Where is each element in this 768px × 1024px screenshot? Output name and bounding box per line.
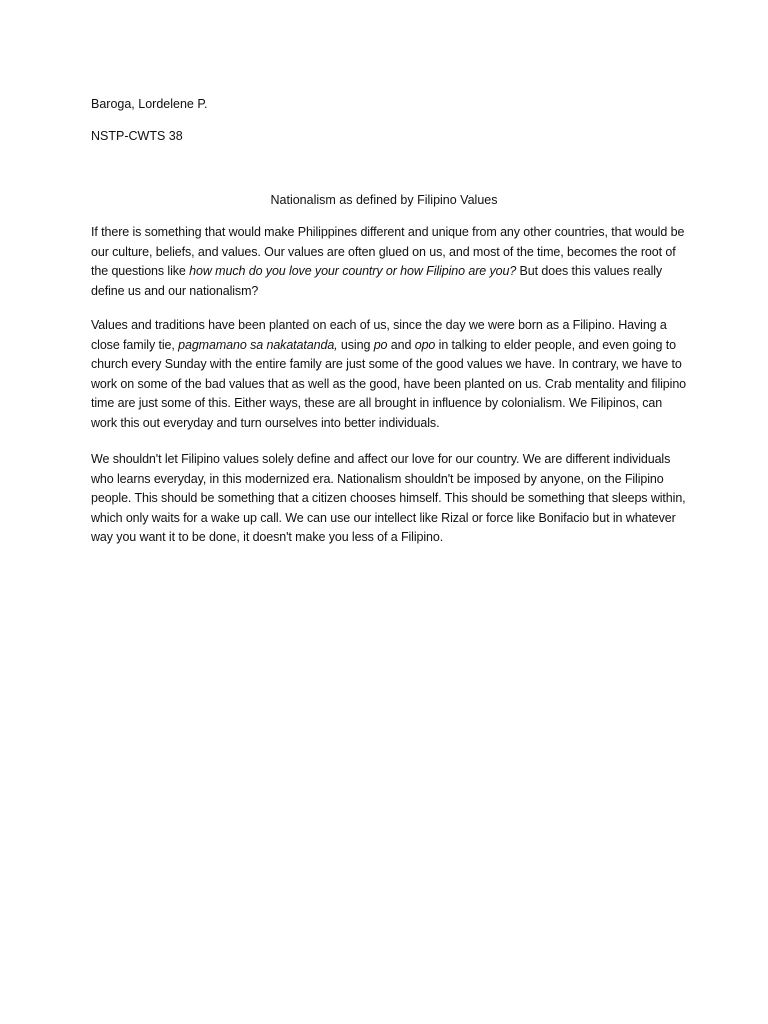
paragraph-3 <box>91 450 691 548</box>
paragraph-1-text-b: But does this values really define us and our nationalism? <box>91 264 663 298</box>
paragraph-3-text: We shouldn't let Filipino values solely define and affect our love for our country. We are different individuals who learns everyday, in this modernized era. Nationalism shouldn't be imposed by anyone, on the Filipino people. This should be something that a citizen chooses himself. This should be something that sleeps within, which only waits for a wake up call. We can use our intellect like Rizal or force like Bonifacio but in whatever way you want it to be done, it doesn't make you less of a Filipino. <box>91 452 686 545</box>
paragraph-2-italic-opo: opo <box>414 337 436 352</box>
paragraph-2-text-c: and <box>387 337 415 352</box>
paragraph-1-italic-question: how much do you love your country or how Filipino are you? <box>189 264 517 279</box>
essay-title: Nationalism as defined by Filipino Values <box>270 193 498 207</box>
author-name: Baroga, Lordelene P. <box>91 97 208 111</box>
paragraph-2-italic-pagmamano: pagmamano sa nakatatanda, <box>178 337 338 352</box>
course-code: NSTP-CWTS 38 <box>91 129 183 143</box>
paragraph-2-text-b: using <box>337 337 374 352</box>
paragraph-2-text-a: Values and traditions have been planted on each of us, since the day we were born as a Filipino. Having a close family tie, <box>91 318 667 352</box>
paragraph-2-text-d: in talking to elder people, and even going to church every Sunday with the entire family are just some of the good values we have. In contrary, we have to work on some of the bad values that as well as the good, have been planted on us. Crab mentality and filipino time are just some of this. Either ways, these are all brought in influence by colonialism. We Filipinos, can work this out everyday and turn ourselves into better individuals. <box>91 337 687 430</box>
paragraph-1-text-a: If there is something that would make Philippines different and unique from any other countries, that would be our culture, beliefs, and values. Our values are often glued on us, and most of the time, becomes the root of the questions like <box>91 225 685 279</box>
paragraph-1 <box>91 223 691 301</box>
paragraph-2-italic-po: po <box>373 337 388 352</box>
paragraph-2 <box>91 316 691 434</box>
